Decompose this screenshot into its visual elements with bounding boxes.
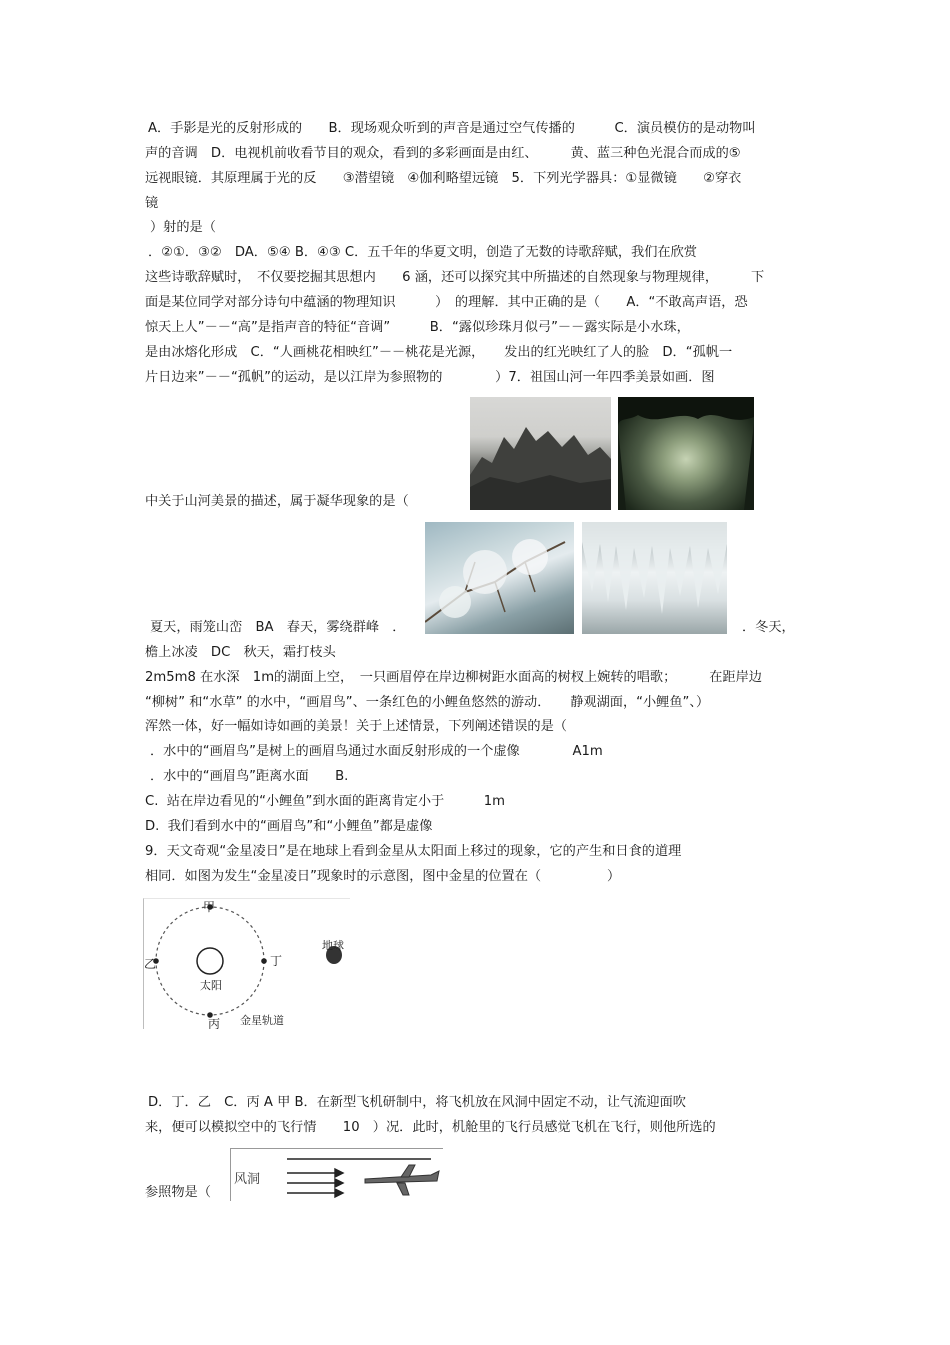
frost-branch-photo [425,522,574,634]
label-sun: 太阳 [200,979,222,992]
line-5: ）射的是（ [150,220,216,235]
line-12: 中关于山河美景的描述，属于凝华现象的是（ [145,494,409,509]
line-1: A．手影是光的反射形成的 B．现场观众听到的声音是通过空气传播的 C．演员模仿的是动物叫 [148,121,756,136]
line-18: 浑然一体，好一幅如诗如画的美景！关于上述情景，下列阐述错误的是（ [145,719,567,734]
line-27: 参照物是（ [145,1185,211,1200]
mountain-fog-photo [470,397,611,510]
sun [197,948,223,974]
wind-tunnel-diagram [230,1148,443,1201]
line-6: ．②①．③② DA．⑤④ B．④③ C．五千年的华夏文明，创造了无数的诗歌辞赋，我们在欣赏 [148,245,697,260]
line-17: “柳树” 和“水草” 的水中，“画眉鸟”、一条红色的小鲤鱼悠然的游动． 静观湖面，“小鲤鱼”、） [145,695,710,710]
line-24: 相同．如图为发生“金星凌日”现象时的示意图，图中金星的位置在（ ） [145,869,621,884]
venus-orbit [156,907,264,1015]
wind-tunnel-label: 风洞 [234,1172,261,1187]
line-3: 远视眼镜．其原理属于光的反 ③潜望镜 ④伽利略望远镜 5．下列光学器具：①显微镜 ②穿衣 [145,171,742,186]
line-15: 檐上冰凌 DC 秋天，霜打枝头 [145,645,336,660]
line-2: 声的音调 D．电视机前收看节目的观众，看到的多彩画面是由红、 黄、蓝三种色光混合而成的⑤ [145,146,741,161]
line-4: 镜 [145,196,159,211]
line-22: D. 我们看到水中的“画眉鸟”和“小鲤鱼”都是虚像 [145,819,433,834]
position-right [261,958,267,964]
line-23: 9．天文奇观“金星凌日”是在地球上看到金星从太阳面上移过的现象，它的产生和日食的道理 [145,844,682,859]
line-19: ．水中的“画眉鸟”是树上的画眉鸟通过水面反射形成的一个虚像 A1m [150,744,603,759]
line-26: 来，便可以模拟空中的飞行情 10 ）况．此时，机舱里的飞行员感觉飞机在飞行，则他所选的 [145,1120,716,1135]
label-top: 甲 [203,900,216,914]
airplane-icon [365,1165,439,1195]
line-9: 惊天上人”－－“高”是指声音的特征“音调” B．“露似珍珠月似弓”－－露实际是小水珠， [145,320,690,335]
line-11: 片日边来”－－“孤帆”的运动，是以江岸为参照物的 ）7．祖国山河一年四季美景如画．图 [145,370,715,385]
label-earth: 地球 [322,939,344,952]
label-bottom: 丙 [208,1017,221,1029]
venus-transit-diagram [143,898,350,1029]
label-right: 丁 [270,954,283,968]
label-orbit: 金星轨道 [240,1014,284,1027]
line-10: 是由冰熔化形成 C．“人画桃花相映红”－－桃花是光源， 发出的红光映红了人的脸 D．“孤帆一 [145,345,733,360]
line-21: C. 站在岸边看见的“小鲤鱼”到水面的距离肯定小于 1m [145,794,505,809]
icicles-photo [582,522,727,634]
line-25: D．丁．乙 C．丙 A 甲 B．在新型飞机研制中，将飞机放在风洞中固定不动，让气流迎面吹 [148,1095,686,1110]
rain-forest-photo [618,397,754,510]
line-16: 2m5m8 在水深 1m的湖面上空， 一只画眉停在岸边柳树距水面高的树杈上婉转的唱歌； 在距岸边 [145,670,762,685]
line-7: 这些诗歌辞赋时， 不仅要挖掘其思想内 6 涵，还可以探究其中所描述的自然现象与物理规律， 下 [145,270,765,285]
line-13: 夏天，雨笼山峦 BA 春天，雾绕群峰 ． [150,620,406,635]
line-8: 面是某位同学对部分诗句中蕴涵的物理知识 ） 的理解．其中正确的是（ A．“不敢高声语，恐 [145,295,748,310]
label-left: 乙 [144,957,157,971]
line-20: ．水中的“画眉鸟”距离水面 B. [150,769,349,784]
line-14: ．冬天， [742,620,795,635]
